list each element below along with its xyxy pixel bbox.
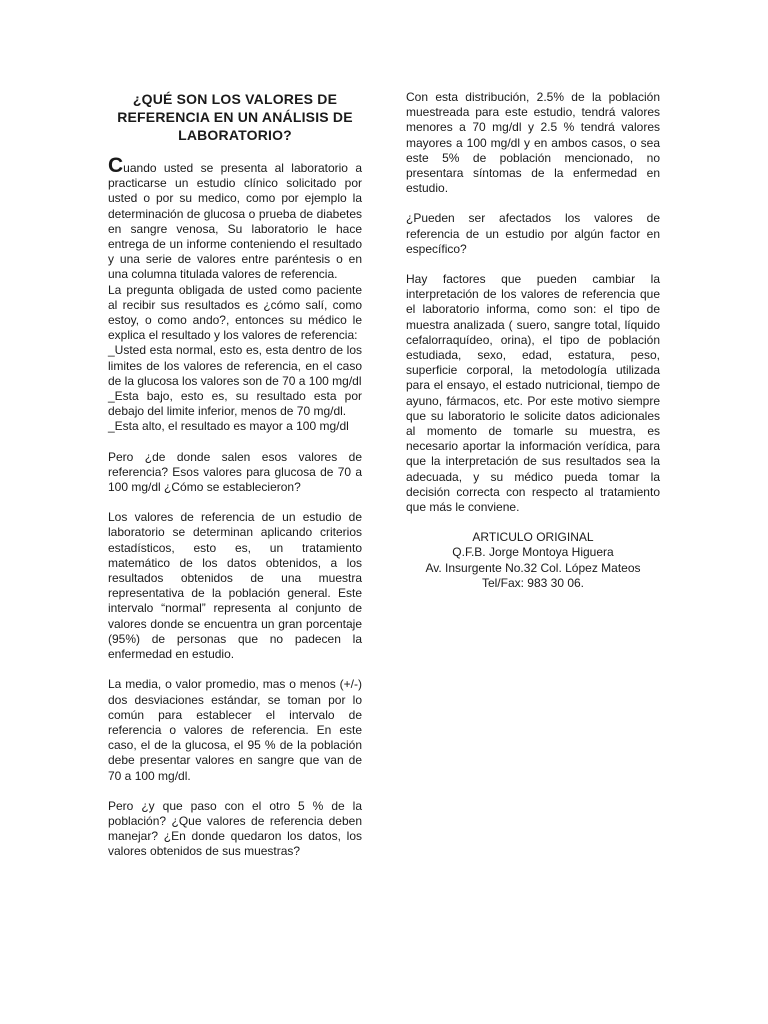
statistics-paragraph: Los valores de referencia de un estudio de laboratorio se determinan aplicando criterios estadísticos, esto es, un tratamiento matemático de los datos obtenidos, a los resultados obtenidos de una muestra representativa de la población general. Este intervalo “normal” representa al conjunto de valores donde se encuentra un gran porcentaje (95%) de personas que no padecen la enfermedad en estudio. <box>108 510 362 662</box>
intro-text: uando usted se presenta al laboratorio a practicarse un estudio clínico solicitado por usted o por su medico, como por ejemplo la determinación de glucosa o prueba de diabetes en sangre venosa, Su laboratorio le hace entrega de un informe conteniendo el resultado y una serie de valores entre paréntesis o en una columna titulada valores de referencia. <box>108 161 362 282</box>
factors-paragraph: Hay factores que pueden cambiar la interpretación de los valores de referencia que el laboratorio informa, como son: el tipo de muestra analizada ( suero, sangre total, líquido cefalorraquídeo, orina), el tipo de población estudiada, sexo, edad, estatura, peso, superficie corporal, la metodología utilizada para el ensayo, el estado nutricional, tiempo de ayuno, fármacos, etc. Por este motivo siempre que su laboratorio le solicite datos adicionales al momento de tomarle su muestra, es necesario aportar la información verídica, para que la interpretación de sus resultados sea la adecuada, y su médico pueda tomar la decisión correcta con respecto al tratamiento que más le conviene. <box>406 272 660 515</box>
credits-address: Av. Insurgente No.32 Col. López Mateos <box>425 560 641 575</box>
question-paragraph: La pregunta obligada de usted como paciente al recibir sus resultados es ¿cómo salí, como estoy, o como ando?, entonces su médico le explica el resultado y los valores de referencia: <box>108 282 362 343</box>
normal-paragraph: _Usted esta normal, esto es, esta dentro de los limites de los valores de referencia, en el caso de la glucosa los valores son de 70 a 100 mg/dl <box>108 343 362 388</box>
other-percent-paragraph: Pero ¿y que paso con el otro 5 % de la población? ¿Que valores de referencia deben manejar? ¿En donde quedaron los datos, los valores obtenidos de sus muestras? <box>108 798 362 859</box>
left-column <box>108 90 362 860</box>
credits-label: ARTICULO ORIGINAL <box>472 530 594 545</box>
drop-cap: C <box>108 154 124 177</box>
right-column <box>406 90 660 591</box>
credits-phone: Tel/Fax: 983 30 06. <box>481 575 585 590</box>
credits-author: Q.F.B. Jorge Montoya Higuera <box>452 545 614 560</box>
distribution-paragraph: Con esta distribución, 2.5% de la población muestreada para este estudio, tendrá valores menores a 70 mg/dl y 2.5 % tendrá valores mayores a 100 mg/dl y en ambos casos, o sea este 5% de población mencionado, no presentara síntomas de la enfermedad en estudio. <box>406 90 660 196</box>
credits-block <box>406 530 660 591</box>
high-paragraph: _Esta alto, el resultado es mayor a 100 mg/dl <box>108 419 349 434</box>
article-title: ¿QUÉ SON LOS VALORES DE REFERENCIA EN UN ANÁLISIS DE LABORATORIO? <box>117 91 353 143</box>
affect-question-paragraph: ¿Pueden ser afectados los valores de referencia de un estudio por algún factor en específico? <box>406 211 660 256</box>
low-paragraph: _Esta bajo, esto es, su resultado esta por debajo del limite inferior, menos de 70 mg/dl. <box>108 389 362 419</box>
origin-paragraph: Pero ¿de donde salen esos valores de referencia? Esos valores para glucosa de 70 a 100 mg/dl ¿Cómo se establecieron? <box>108 449 362 495</box>
intro-paragraph <box>108 154 362 283</box>
mean-paragraph: La media, o valor promedio, mas o menos (+/-) dos desviaciones estándar, se toman por lo común para establecer el intervalo de referencia o valores de referencia. En este caso, el de la glucosa, el 95 % de la población debe presentar valores en sangre que van de 70 a 100 mg/dl. <box>108 677 362 783</box>
